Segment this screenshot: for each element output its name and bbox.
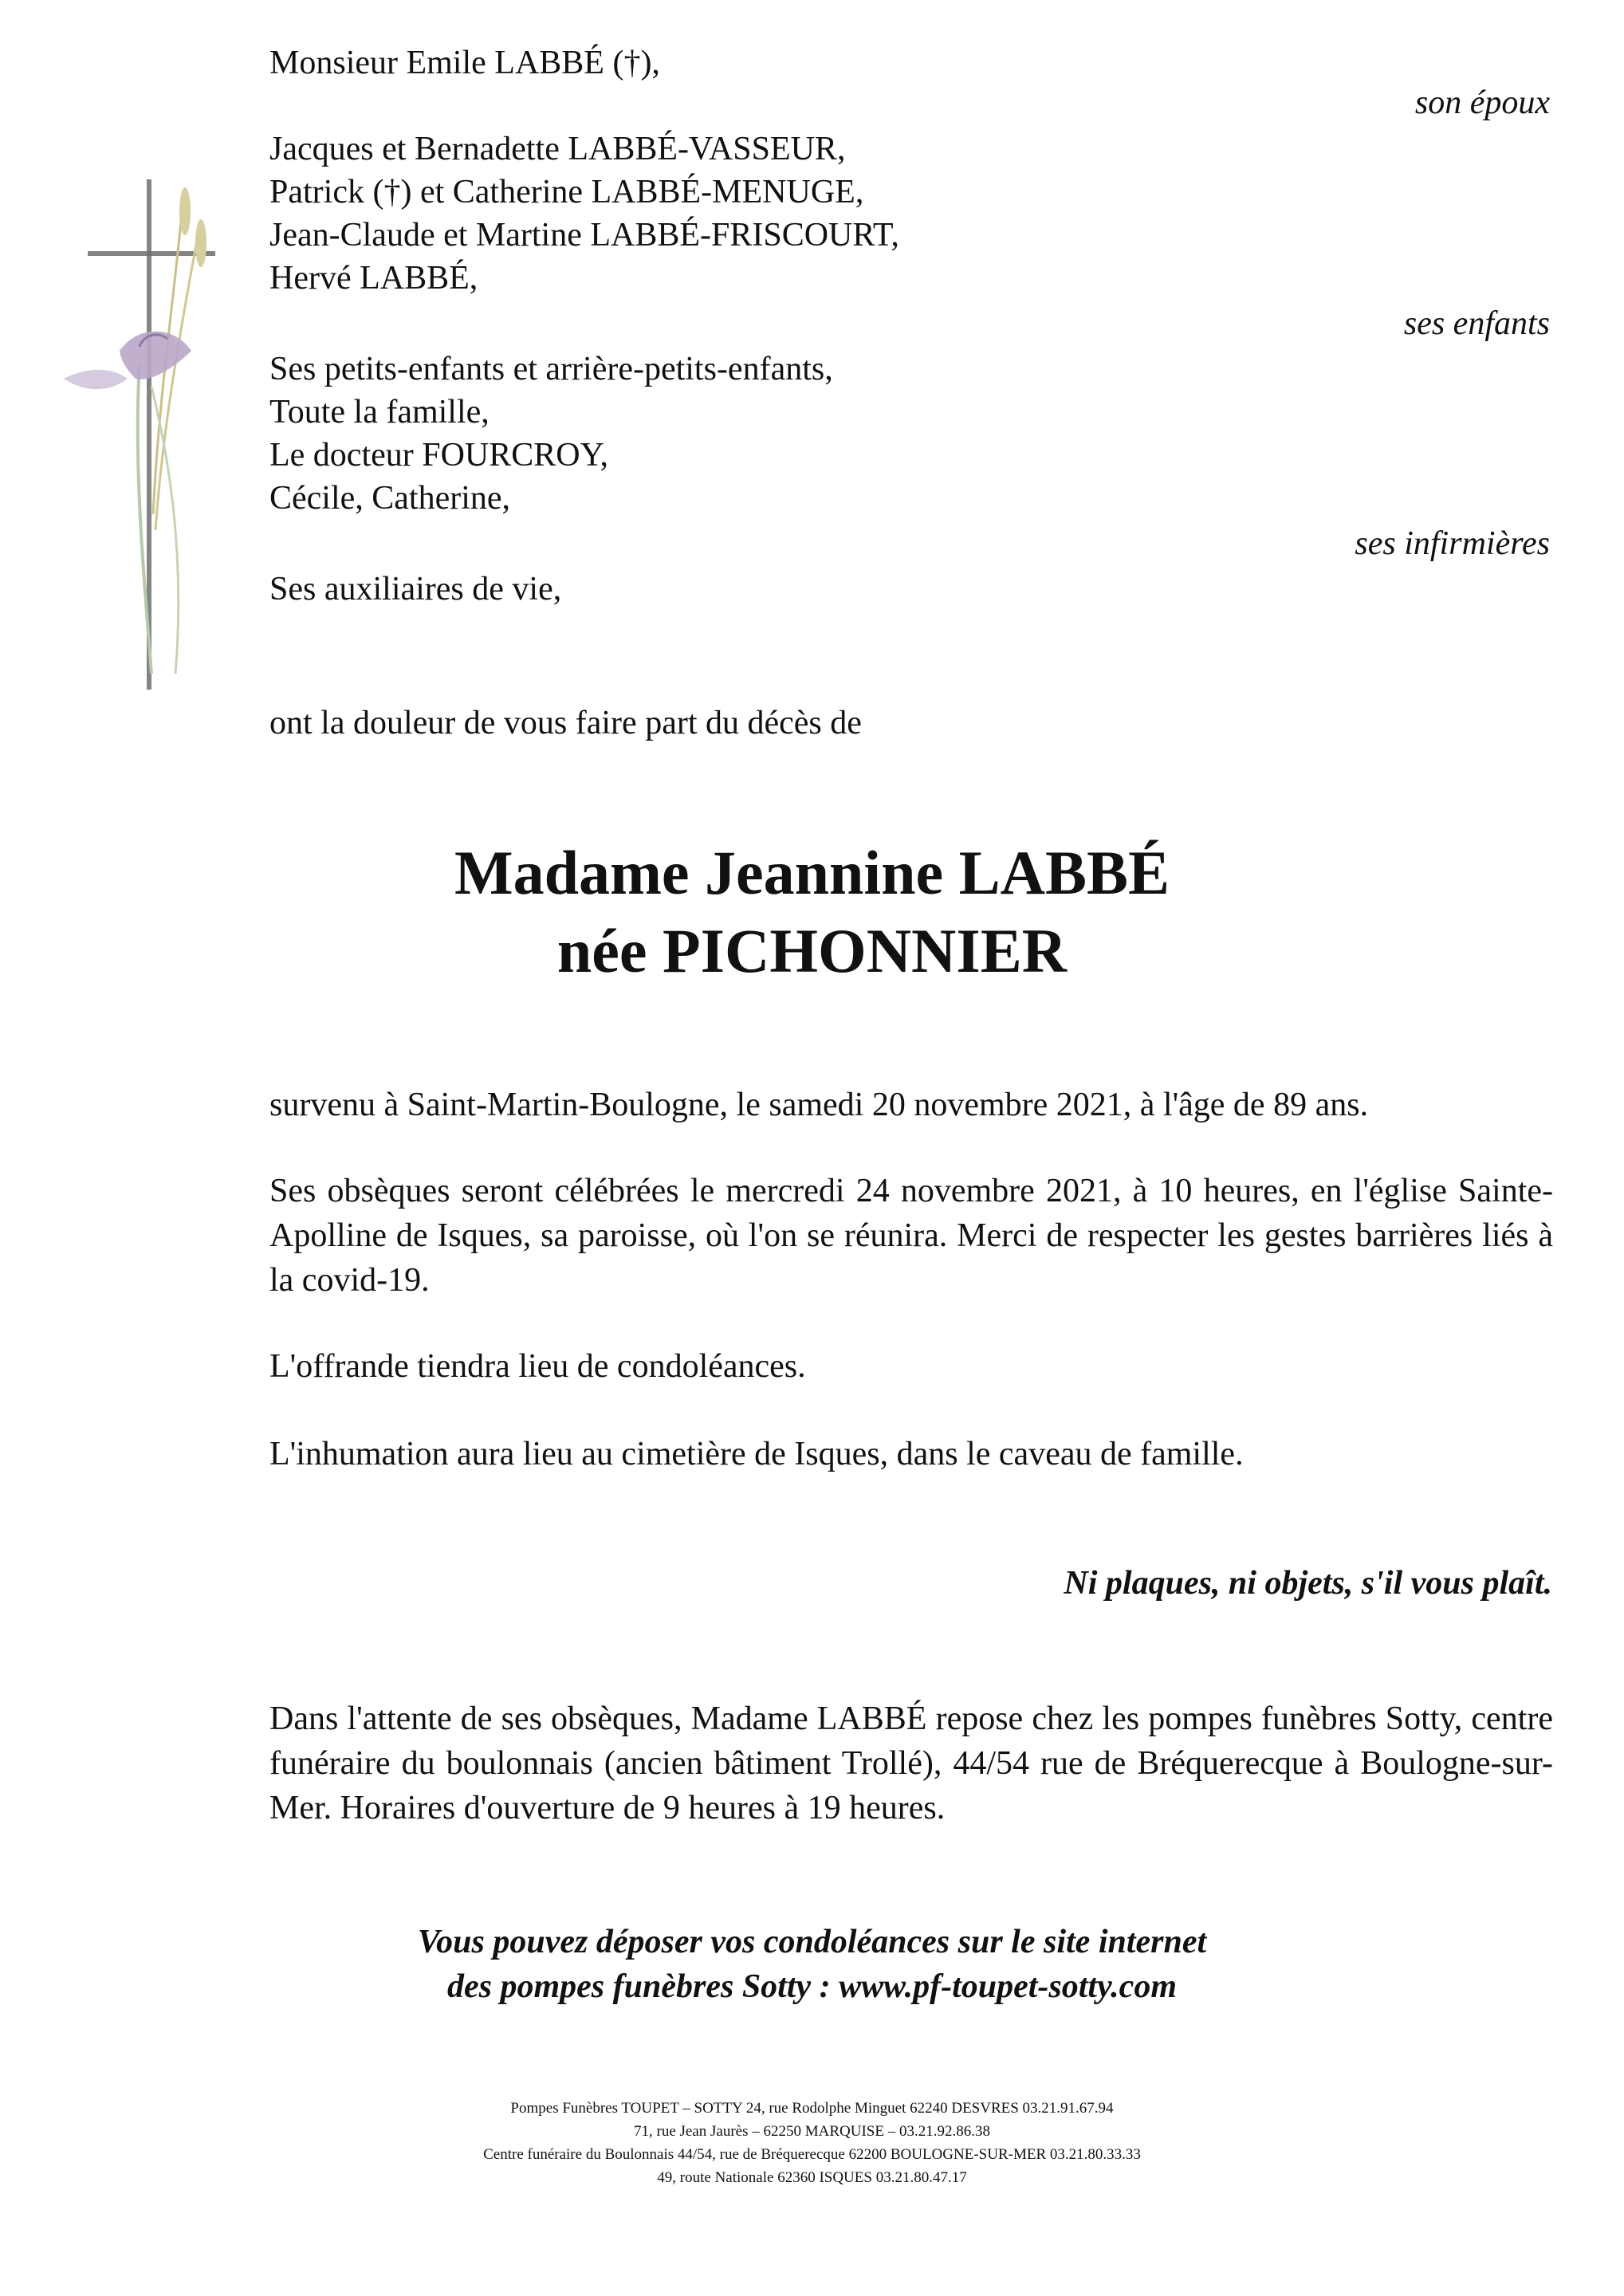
rest-paragraph: Dans l'attente de ses obsèques, Madame LABBÉ repose chez les pompes funèbres Sotty, centre funéraire du boulonnais (ancien bâtiment Trollé), 44/54 rue de Bréquerecque à Boulogne-sur-Mer. Horaires d'ouverture de 9 heures à 19 heures.	[269, 1700, 1553, 1826]
footer-line-2: 71, rue Jean Jaurès – 62250 MARQUISE – 03.21.92.86.38	[634, 2123, 990, 2140]
cross-lily-icon	[64, 179, 239, 690]
footer-line-4: 49, route Nationale 62360 ISQUES 03.21.80.47.17	[657, 2169, 967, 2186]
funeral-paragraph: Ses obsèques seront célébrées le mercredi 24 novembre 2021, à 10 heures, en l'église Sainte-Apolline de Isques, sa paroisse, où l'on se réunira. Merci de respecter les gestes barrières liés à la covid-19.	[269, 1173, 1553, 1299]
deceased-name: Madame Jeannine LABBÉ	[454, 838, 1170, 907]
husband-line: Monsieur Emile LABBÉ (†),	[269, 45, 660, 81]
footer-line-3: Centre funéraire du Boulonnais 44/54, rue de Bréquerecque 62200 BOULOGNE-SUR-MER 03.21.80.33.33	[483, 2146, 1141, 2163]
child-line-2: Patrick (†) et Catherine LABBÉ-MENUGE,	[269, 174, 864, 210]
nurses-role: ses infirmières	[1355, 525, 1550, 562]
relative-line-3: Le docteur FOURCROY,	[269, 437, 609, 474]
helpers-line: Ses auxiliaires de vie,	[269, 571, 562, 607]
child-line-1: Jacques et Bernadette LABBÉ-VASSEUR,	[269, 131, 846, 167]
child-line-4: Hervé LABBÉ,	[269, 260, 478, 297]
relative-line-4: Cécile, Catherine,	[269, 480, 511, 517]
burial-paragraph: L'inhumation aura lieu au cimetière de Isques, dans le caveau de famille.	[269, 1436, 1244, 1472]
no-flowers-note: Ni plaques, ni objets, s'il vous plaît.	[1064, 1565, 1552, 1602]
relative-line-1: Ses petits-enfants et arrière-petits-enfants,	[269, 351, 833, 387]
announcement-line: ont la douleur de vous faire part du décès de	[269, 705, 862, 741]
husband-role: son époux	[1414, 85, 1550, 121]
child-line-3: Jean-Claude et Martine LABBÉ-FRISCOURT,	[269, 217, 899, 254]
website-line-2: des pompes funèbres Sotty : www.pf-toupet-sotty.com	[447, 1968, 1177, 2005]
deceased-maiden-name: née PICHONNIER	[556, 916, 1068, 985]
death-paragraph: survenu à Saint-Martin-Boulogne, le samedi 20 novembre 2021, à l'âge de 89 ans.	[269, 1087, 1369, 1123]
children-role: ses enfants	[1403, 305, 1550, 342]
offering-paragraph: L'offrande tiendra lieu de condoléances.	[269, 1348, 806, 1385]
website-line-1: Vous pouvez déposer vos condoléances sur le site internet	[417, 1924, 1207, 1960]
footer-line-1: Pompes Funèbres TOUPET – SOTTY 24, rue Rodolphe Minguet 62240 DESVRES 03.21.91.67.94	[510, 2100, 1114, 2117]
relative-line-2: Toute la famille,	[269, 394, 490, 431]
